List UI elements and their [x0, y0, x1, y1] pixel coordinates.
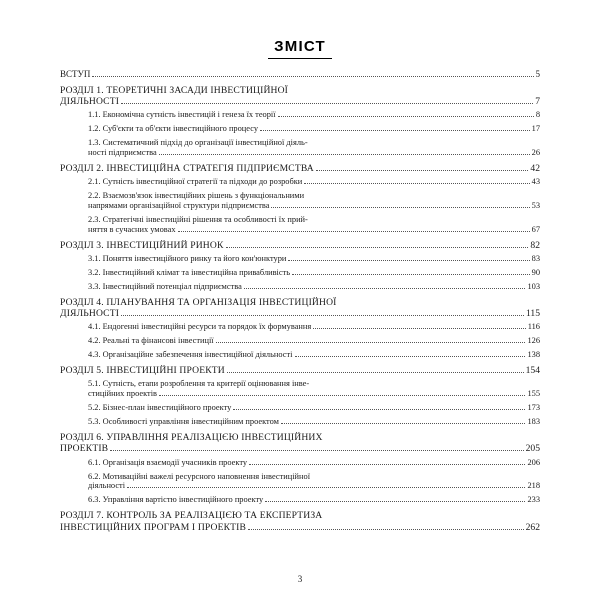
- toc-entry-section[interactable]: [88, 336, 540, 346]
- toc-entry-page: 138: [527, 350, 540, 360]
- toc-entry-section[interactable]: [88, 268, 540, 278]
- toc-entry-page: 26: [531, 147, 540, 157]
- toc-leader-dots: [233, 409, 525, 410]
- toc-leader-dots: [159, 154, 530, 155]
- toc-entry-page: 42: [530, 162, 540, 174]
- toc-entry-page: 82: [530, 239, 540, 251]
- toc-entry-page: 67: [531, 224, 540, 234]
- toc-leader-dots: [248, 529, 524, 530]
- toc-entry-text: ДІЯЛЬНОСТІ: [60, 95, 120, 107]
- toc-entry-chapter[interactable]: [60, 240, 540, 251]
- toc-entry-page: 218: [527, 481, 540, 491]
- toc-entry-page: 173: [527, 403, 540, 413]
- toc-leader-dots: [159, 395, 525, 396]
- toc-entry-text: 5.3. Особливості управління інвестиційним проектом: [88, 417, 279, 427]
- toc-entry-section[interactable]: [88, 417, 540, 427]
- toc-entry-text: 6.2. Мотиваційні важелі ресурсного наповнення інвестиційної: [88, 471, 311, 481]
- toc-entry-page: 206: [527, 457, 540, 467]
- toc-leader-dots: [265, 501, 525, 502]
- toc-entry-page: 90: [531, 267, 540, 277]
- toc-entry-front[interactable]: [60, 69, 540, 80]
- toc-entry-text: 6.1. Організація взаємодії учасників проекту: [88, 457, 248, 467]
- toc-entry-section[interactable]: [88, 282, 540, 292]
- toc-entry-text: 5.1. Сутність, етапи розроблення та критерії оцінювання інве-: [88, 379, 310, 389]
- toc-entry-page: 205: [525, 443, 540, 455]
- toc-entry-section[interactable]: [88, 322, 540, 332]
- toc-entry-page: 17: [531, 124, 540, 134]
- toc-entry-text: ВСТУП: [60, 69, 91, 79]
- toc-entry-text: 2.1. Сутність інвестиційної стратегії та підходи до розробки: [88, 177, 303, 187]
- toc-leader-dots: [92, 76, 533, 77]
- toc-entry-text: 2.2. Взаємозв'язок інвестиційних рішень з функціональними: [88, 191, 305, 201]
- toc-entry-chapter[interactable]: [60, 365, 540, 376]
- toc-entry-text: 4.2. Реальні та фінансові інвестиції: [88, 336, 214, 346]
- toc-leader-dots: [281, 423, 526, 424]
- toc-entry-page: 155: [527, 389, 540, 399]
- toc-entry-page: 103: [527, 281, 540, 291]
- toc-entry-section[interactable]: [88, 458, 540, 468]
- toc-leader-dots: [313, 328, 525, 329]
- toc-leader-dots: [127, 487, 525, 488]
- toc-entry-chapter[interactable]: [60, 432, 540, 455]
- toc-leader-dots: [304, 183, 529, 184]
- toc-entry-text: ності підприємства: [88, 147, 157, 157]
- toc-entry-page: 116: [527, 322, 540, 332]
- toc-entry-text: ІНВЕСТИЦІЙНИХ ПРОГРАМ І ПРОЕКТІВ: [60, 521, 247, 533]
- toc-entry-chapter[interactable]: [60, 297, 540, 320]
- toc-leader-dots: [216, 342, 526, 343]
- toc-entry-section[interactable]: [88, 403, 540, 413]
- page-number: 3: [297, 574, 303, 584]
- toc-leader-dots: [316, 170, 529, 171]
- toc-entry-text: 1.2. Суб'єкти та об'єкти інвестиційного процесу: [88, 124, 259, 134]
- toc-entry-chapter[interactable]: [60, 85, 540, 108]
- toc-entry-section[interactable]: [88, 379, 540, 399]
- toc-entry-page: 262: [525, 521, 540, 533]
- toc-entry-page: 233: [527, 495, 540, 505]
- toc-entry-text: стиційних проектів: [88, 389, 157, 399]
- toc-entry-text: 6.3. Управління вартістю інвестиційного проекту: [88, 495, 264, 505]
- toc-entry-page: 53: [531, 200, 540, 210]
- toc-entry-section[interactable]: [88, 495, 540, 505]
- toc-entry-text: няття в сучасних умовах: [88, 224, 176, 234]
- page-title: ЗМІСТ: [268, 38, 332, 59]
- toc-leader-dots: [178, 231, 530, 232]
- toc-leader-dots: [244, 288, 526, 289]
- toc-entry-page: 5: [535, 69, 540, 79]
- toc-entry-page: 43: [531, 177, 540, 187]
- toc-entry-text: напрямами організаційної структури підприємства: [88, 200, 270, 210]
- toc-entry-text: РОЗДІЛ 7. КОНТРОЛЬ ЗА РЕАЛІЗАЦІЄЮ ТА ЕКСПЕРТИЗА: [60, 510, 323, 522]
- toc-entry-text: РОЗДІЛ 4. ПЛАНУВАННЯ ТА ОРГАНІЗАЦІЯ ІНВЕСТИЦІЙНОЇ: [60, 296, 337, 308]
- toc-leader-dots: [226, 247, 529, 248]
- toc-entry-text: ДІЯЛЬНОСТІ: [60, 308, 120, 320]
- toc-entry-text: РОЗДІЛ 6. УПРАВЛІННЯ РЕАЛІЗАЦІЄЮ ІНВЕСТИЦІЙНИХ: [60, 432, 323, 444]
- toc-entry-section[interactable]: [88, 472, 540, 492]
- toc-leader-dots: [295, 356, 526, 357]
- toc-leader-dots: [121, 315, 524, 316]
- toc-entry-text: 2.3. Стратегічні інвестиційні рішення та особливості їх прий-: [88, 214, 308, 224]
- toc-entry-section[interactable]: [88, 254, 540, 264]
- toc-entry-text: 3.1. Поняття інвестиційного ринку та його кон'юнктури: [88, 254, 287, 264]
- toc-entry-section[interactable]: [88, 177, 540, 187]
- toc-entry-page: 154: [525, 365, 540, 377]
- page-title-wrapper: [60, 38, 540, 59]
- toc-leader-dots: [292, 274, 530, 275]
- toc-entry-page: 183: [527, 417, 540, 427]
- toc-leader-dots: [227, 372, 524, 373]
- toc-entry-text: 3.2. Інвестиційний клімат та інвестиційна привабливість: [88, 267, 291, 277]
- toc-entry-section[interactable]: [88, 138, 540, 158]
- toc-entry-page: 7: [535, 95, 540, 107]
- toc-entry-text: РОЗДІЛ 1. ТЕОРЕТИЧНІ ЗАСАДИ ІНВЕСТИЦІЙНОЇ: [60, 84, 289, 96]
- toc-entry-text: 3.3. Інвестиційний потенціал підприємства: [88, 281, 242, 291]
- toc-entry-text: діяльності: [88, 481, 126, 491]
- toc-entry-section[interactable]: [88, 350, 540, 360]
- toc-entry-page: 83: [531, 254, 540, 264]
- toc-entry-chapter[interactable]: [60, 510, 540, 533]
- toc-entry-text: РОЗДІЛ 5. ІНВЕСТИЦІЙНІ ПРОЕКТИ: [60, 365, 225, 377]
- toc-entry-section[interactable]: [88, 110, 540, 120]
- toc-entry-text: 1.3. Систематичний підхід до організації інвестиційної діяль-: [88, 138, 308, 148]
- toc-entry-page: 126: [527, 336, 540, 346]
- toc-entry-section[interactable]: [88, 124, 540, 134]
- toc-entry-page: 115: [525, 308, 540, 320]
- toc-entry-text: ПРОЕКТІВ: [60, 443, 109, 455]
- toc-leader-dots: [260, 130, 530, 131]
- toc-entry-text: 4.3. Організаційне забезпечення інвестиційної діяльності: [88, 350, 293, 360]
- toc-leader-dots: [271, 207, 529, 208]
- toc-entry-text: 5.2. Бізнес-план інвестиційного проекту: [88, 403, 232, 413]
- toc-leader-dots: [278, 116, 534, 117]
- toc-entry-text: 4.1. Ендогенні інвестиційні ресурси та порядок їх формування: [88, 322, 312, 332]
- table-of-contents: [60, 69, 540, 533]
- toc-entry-chapter[interactable]: [60, 163, 540, 174]
- toc-entry-text: РОЗДІЛ 3. ІНВЕСТИЦІЙНИЙ РИНОК: [60, 239, 224, 251]
- toc-leader-dots: [249, 464, 525, 465]
- toc-leader-dots: [110, 450, 523, 451]
- toc-entry-section[interactable]: [88, 215, 540, 235]
- toc-entry-text: РОЗДІЛ 2. ІНВЕСТИЦІЙНА СТРАТЕГІЯ ПІДПРИЄМСТВА: [60, 162, 314, 174]
- toc-entry-page: 8: [535, 110, 540, 120]
- toc-entry-section[interactable]: [88, 191, 540, 211]
- toc-leader-dots: [121, 103, 533, 104]
- toc-entry-text: 1.1. Економічна сутність інвестицій і генеза їх теорії: [88, 110, 276, 120]
- toc-leader-dots: [288, 260, 529, 261]
